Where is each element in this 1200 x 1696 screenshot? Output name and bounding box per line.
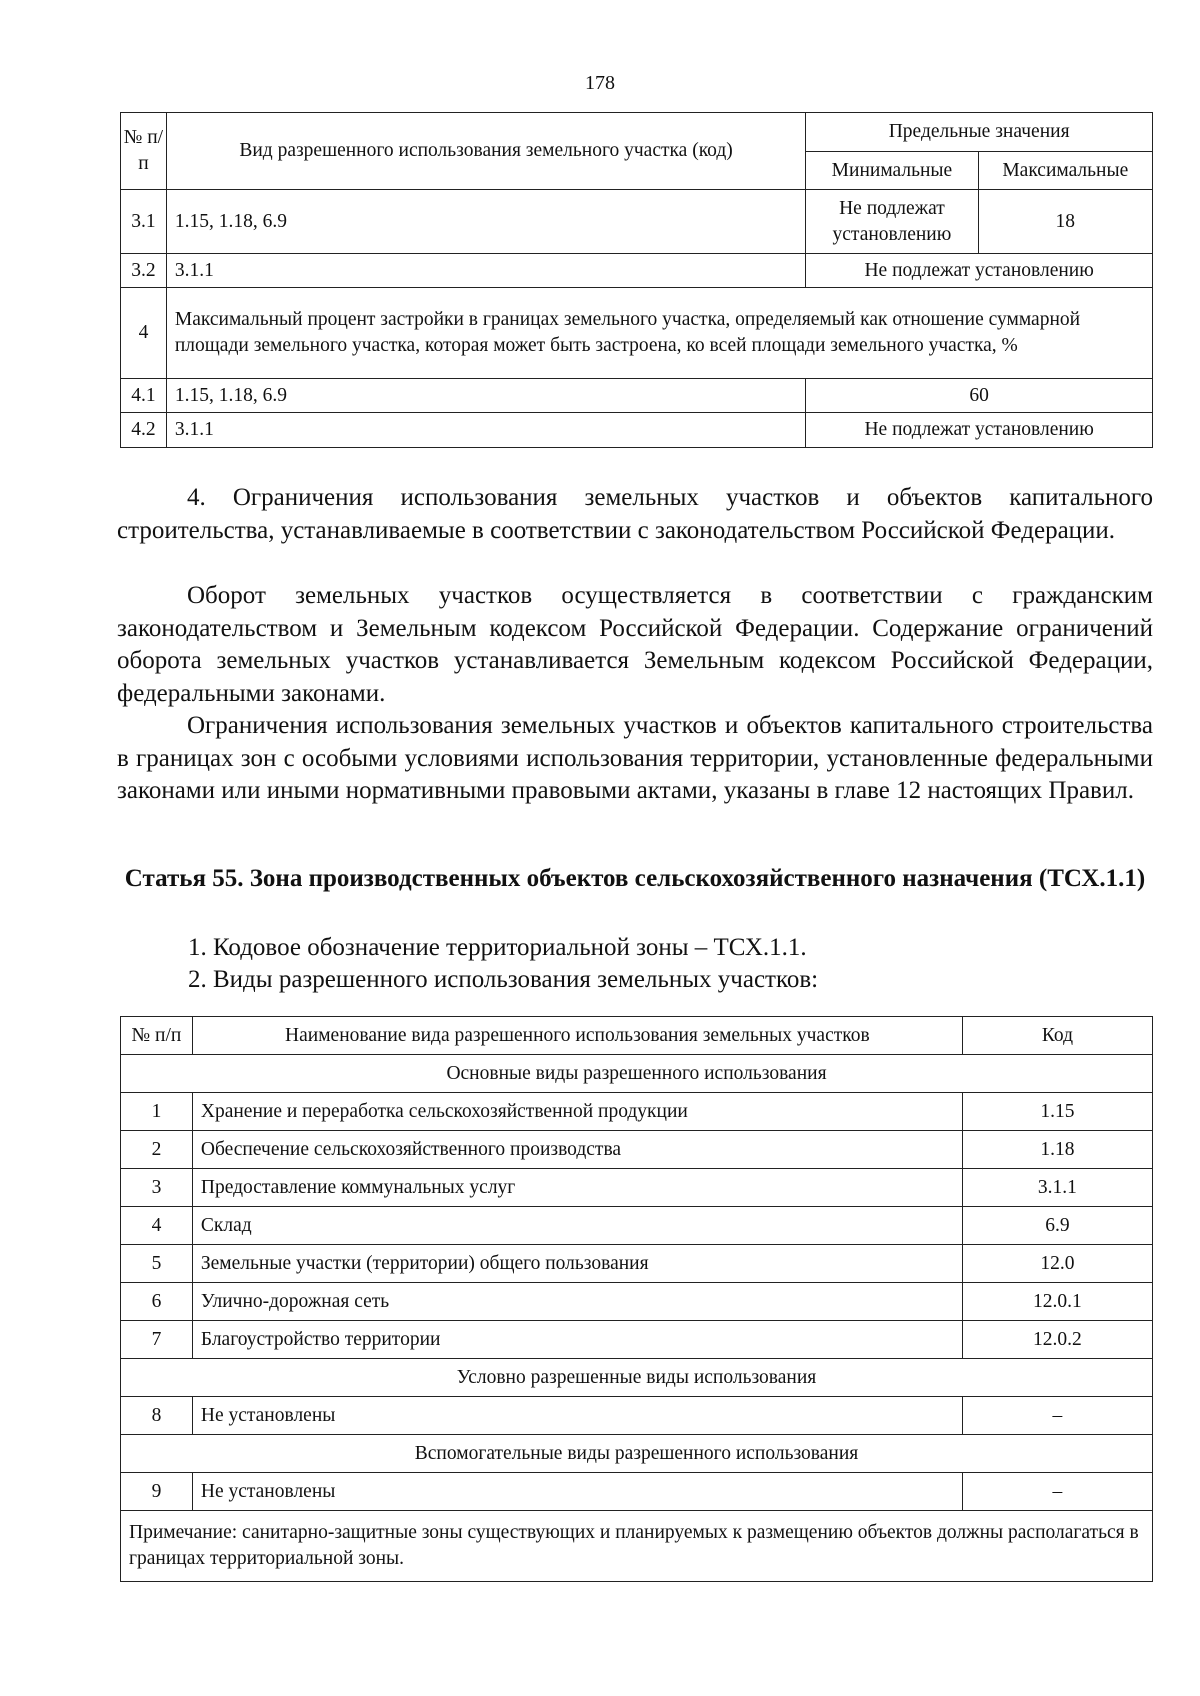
row-number: 4.1 <box>121 379 167 413</box>
header-minimum: Минимальные <box>806 152 978 190</box>
row-use-name: Улично-дорожная сеть <box>192 1283 962 1321</box>
row-code: 3.1.1 <box>962 1169 1152 1207</box>
row-use-name: Склад <box>192 1207 962 1245</box>
table-row <box>121 1131 1153 1169</box>
paragraph-restrictions: 4. Ограничения использования земельных участков и объектов капитального строительства, устанавливаемые в соответствии с законодательством Российской Федерации. <box>117 484 1153 544</box>
note-row <box>121 1511 1153 1582</box>
row-number: 8 <box>121 1397 193 1435</box>
row-number: 4 <box>121 1207 193 1245</box>
table-header-row <box>121 113 1153 152</box>
row-use-name: Предоставление коммунальных услуг <box>192 1169 962 1207</box>
row-value: Не подлежат установлению <box>806 413 1153 448</box>
table-row <box>121 1245 1153 1283</box>
row-codes: 1.15, 1.18, 6.9 <box>166 379 805 413</box>
header-number: № п/п <box>121 113 167 190</box>
row-code: 1.18 <box>962 1131 1152 1169</box>
item-zone-code: 1. Кодовое обозначение территориальной зоны – ТСХ.1.1. <box>188 934 807 961</box>
table-row <box>121 1283 1153 1321</box>
row-code: – <box>962 1397 1152 1435</box>
row-value: Не подлежат установлению <box>806 254 1153 288</box>
section-main-uses: Основные виды разрешенного использования <box>121 1055 1153 1093</box>
paragraph-special-zones: Ограничения использования земельных участков и объектов капитального строительства в границах зон с особыми условиями использования территории, установленные федеральными законами или иными нормативными правовыми актами, указаны в главе 12 настоящих Правил. <box>117 712 1153 804</box>
row-number: 6 <box>121 1283 193 1321</box>
row-number: 5 <box>121 1245 193 1283</box>
table-row <box>121 288 1153 379</box>
table-row <box>121 1473 1153 1511</box>
header-use-type: Вид разрешенного использования земельного участка (код) <box>166 113 805 190</box>
row-use-name: Земельные участки (территории) общего пользования <box>192 1245 962 1283</box>
row-number: 4 <box>121 288 167 379</box>
row-use-name: Обеспечение сельскохозяйственного производства <box>192 1131 962 1169</box>
item-use-types: 2. Виды разрешенного использования земельных участков: <box>188 966 819 993</box>
row-use-name: Не установлены <box>192 1397 962 1435</box>
row-code: 12.0.1 <box>962 1283 1152 1321</box>
row-code: 1.15 <box>962 1093 1152 1131</box>
table-row <box>121 379 1153 413</box>
row-codes: 1.15, 1.18, 6.9 <box>166 190 805 254</box>
article-heading: Статья 55. Зона производственных объектов сельскохозяйственного назначения (ТСХ.1.1) <box>124 865 1146 892</box>
row-code: 6.9 <box>962 1207 1152 1245</box>
section-row <box>121 1055 1153 1093</box>
row-max-value: 18 <box>978 190 1152 254</box>
row-min-value: Не подлежат установлению <box>806 190 978 254</box>
table-note: Примечание: санитарно-защитные зоны существующих и планируемых к размещению объектов должны располагаться в границах территориальной зоны. <box>121 1511 1153 1582</box>
limits-table <box>120 112 1153 448</box>
section-row <box>121 1435 1153 1473</box>
row-number: 4.2 <box>121 413 167 448</box>
header-limit-values: Предельные значения <box>806 113 1153 152</box>
header-use-name: Наименование вида разрешенного использования земельных участков <box>192 1017 962 1055</box>
row-codes: 3.1.1 <box>166 413 805 448</box>
table-row <box>121 1321 1153 1359</box>
table-row <box>121 1093 1153 1131</box>
header-number: № п/п <box>121 1017 193 1055</box>
row-use-name: Благоустройство территории <box>192 1321 962 1359</box>
row-number: 7 <box>121 1321 193 1359</box>
row-number: 1 <box>121 1093 193 1131</box>
header-maximum: Максимальные <box>978 152 1152 190</box>
table-row <box>121 1207 1153 1245</box>
table-row <box>121 190 1153 254</box>
row-code: – <box>962 1473 1152 1511</box>
table-header-row <box>121 1017 1153 1055</box>
row-number: 3 <box>121 1169 193 1207</box>
row-code: 12.0 <box>962 1245 1152 1283</box>
table-row <box>121 254 1153 288</box>
section-auxiliary-uses: Вспомогательные виды разрешенного использования <box>121 1435 1153 1473</box>
header-code: Код <box>962 1017 1152 1055</box>
row-number: 3.2 <box>121 254 167 288</box>
row-description: Максимальный процент застройки в границах земельного участка, определяемый как отношение суммарной площади земельного участка, которая может быть застроена, ко всей площади земельного участка, % <box>166 288 1152 379</box>
use-types-table <box>120 1016 1153 1582</box>
row-number: 3.1 <box>121 190 167 254</box>
section-row <box>121 1359 1153 1397</box>
section-conditional-uses: Условно разрешенные виды использования <box>121 1359 1153 1397</box>
row-codes: 3.1.1 <box>166 254 805 288</box>
table-row <box>121 413 1153 448</box>
paragraph-turnover: Оборот земельных участков осуществляется в соответствии с гражданским законодательством и Земельным кодексом Российской Федерации. Содержание ограничений оборота земельных участков устанавливается Земельным кодексом Российской Федерации, федеральными законами. <box>117 582 1153 707</box>
row-number: 9 <box>121 1473 193 1511</box>
page-number: 178 <box>585 72 615 94</box>
row-use-name: Хранение и переработка сельскохозяйственной продукции <box>192 1093 962 1131</box>
table-row <box>121 1397 1153 1435</box>
row-use-name: Не установлены <box>192 1473 962 1511</box>
table-row <box>121 1169 1153 1207</box>
row-value: 60 <box>806 379 1153 413</box>
row-number: 2 <box>121 1131 193 1169</box>
row-code: 12.0.2 <box>962 1321 1152 1359</box>
